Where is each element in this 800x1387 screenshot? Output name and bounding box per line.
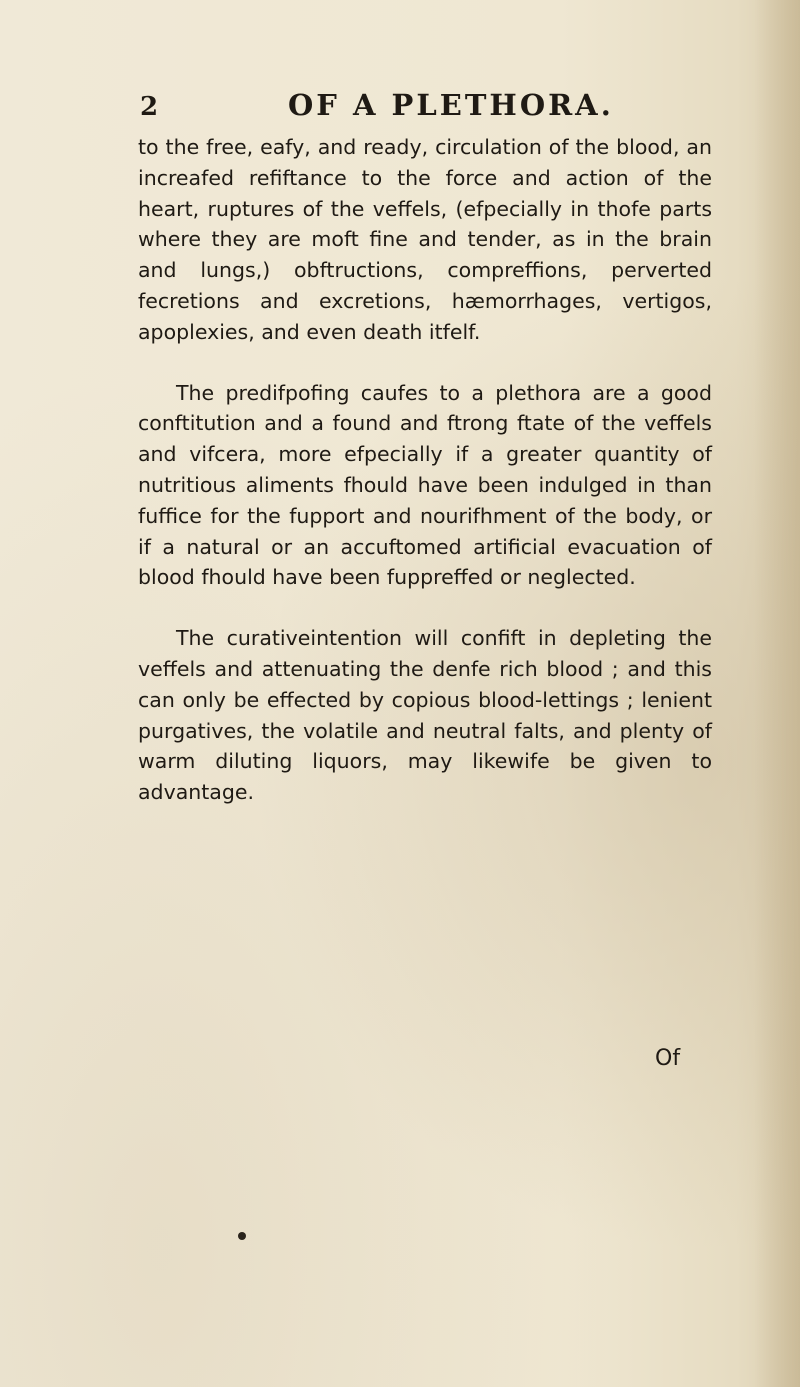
page-edge-shadow xyxy=(754,0,800,1387)
page-number: 2 xyxy=(140,92,159,122)
body-text xyxy=(138,132,712,808)
page-header xyxy=(140,88,700,128)
paragraph-continuation: to the free, eafy, and ready, circulation of the blood, an increafed refiftance to the force and action of the heart, ruptures of the veffels, (efpecially in thofe parts where they are moft fine and tender, as in the brain and lungs,) obftructions, compreffions, perverted fecretions and excretions, hæmorrhages, vertigos, apoplexies, and even death itfelf. xyxy=(138,135,712,344)
running-head: OF A PLETHORA. xyxy=(288,88,614,122)
ink-speck xyxy=(238,1232,246,1240)
paragraph-predisposing-causes: The predifpofing caufes to a plethora are a good conftitution and a found and ftrong ftate of the veffels and vifcera, more efpecially if a greater quantity of nutritious aliments fhould have been indulged in than fuffice for the fupport and nourifhment of the body, or if a natural or an accuftomed artificial evacuation of blood fhould have been fuppreffed or neglected. xyxy=(138,380,712,590)
paragraph-curative-intention: The curativeintention will confift in depleting the veffels and attenuating the denfe rich blood ; and this can only be effected by copious blood-lettings ; lenient purgatives, the volatile and neutral falts, and plenty of warm diluting liquors, may likewife be given to advantage. xyxy=(138,626,712,805)
catchword: Of xyxy=(655,1046,681,1071)
